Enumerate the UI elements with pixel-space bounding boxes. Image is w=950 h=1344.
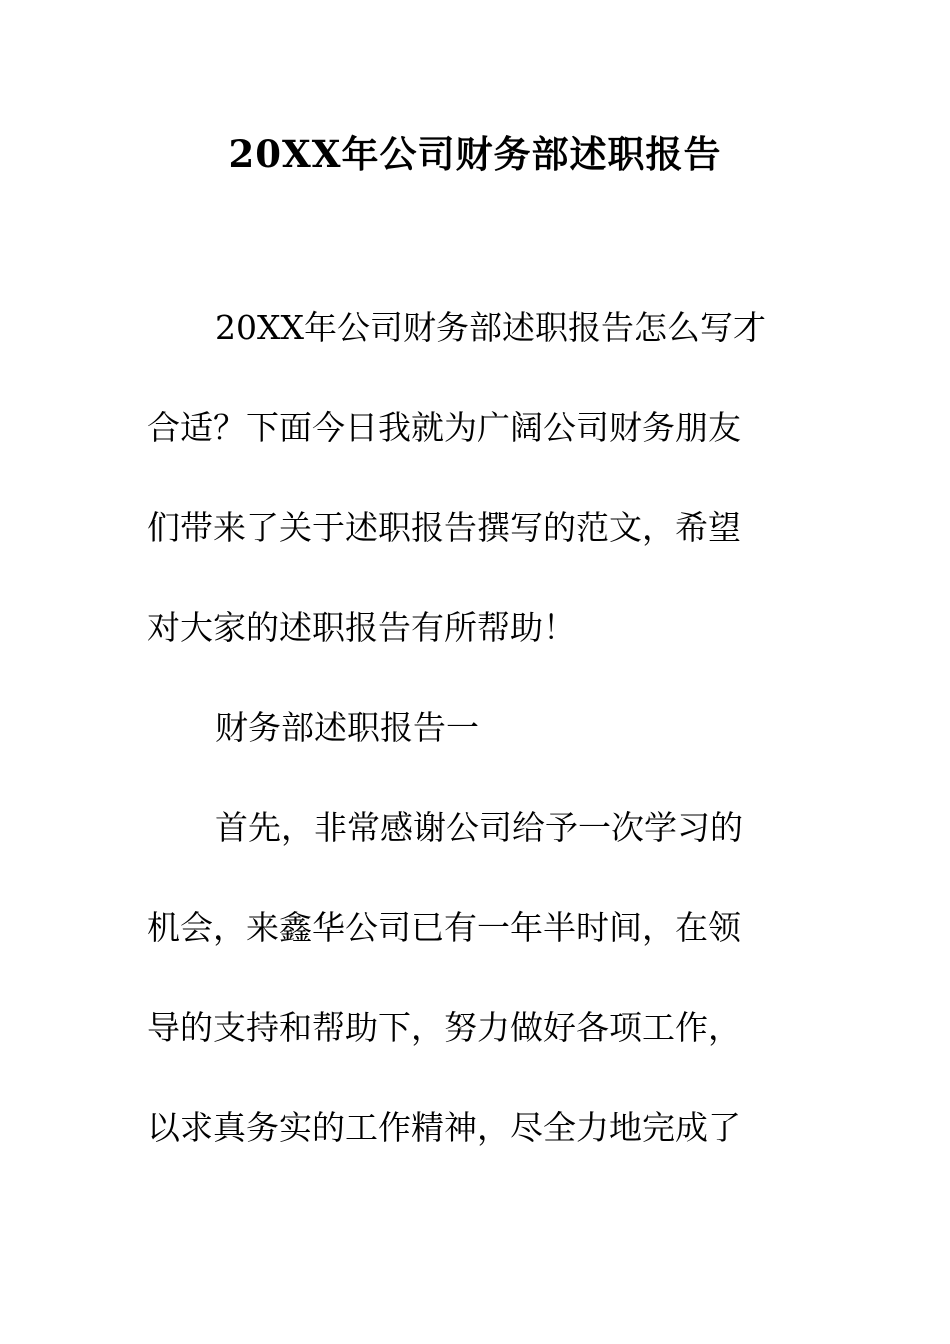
paragraph-line: 以求真务实的工作精神，尽全力地完成了 [147,1108,741,1147]
paragraph-line: 们带来了关于述职报告撰写的范文，希望 [147,508,741,547]
paragraph-line: 首先，非常感谢公司给予一次学习的 [215,808,743,847]
paragraph-line: 对大家的述职报告有所帮助！ [147,608,576,647]
document-title: 20XX年公司财务部述职报告 [228,132,722,176]
section-heading: 财务部述职报告一 [215,708,479,747]
paragraph-line: 机会，来鑫华公司已有一年半时间，在领 [147,908,741,947]
paragraph-line: 导的支持和帮助下，努力做好各项工作， [147,1008,741,1047]
paragraph-line: 合适？下面今日我就为广阔公司财务朋友 [147,408,741,447]
paragraph-line: 20XX年公司财务部述职报告怎么写才 [215,308,766,347]
